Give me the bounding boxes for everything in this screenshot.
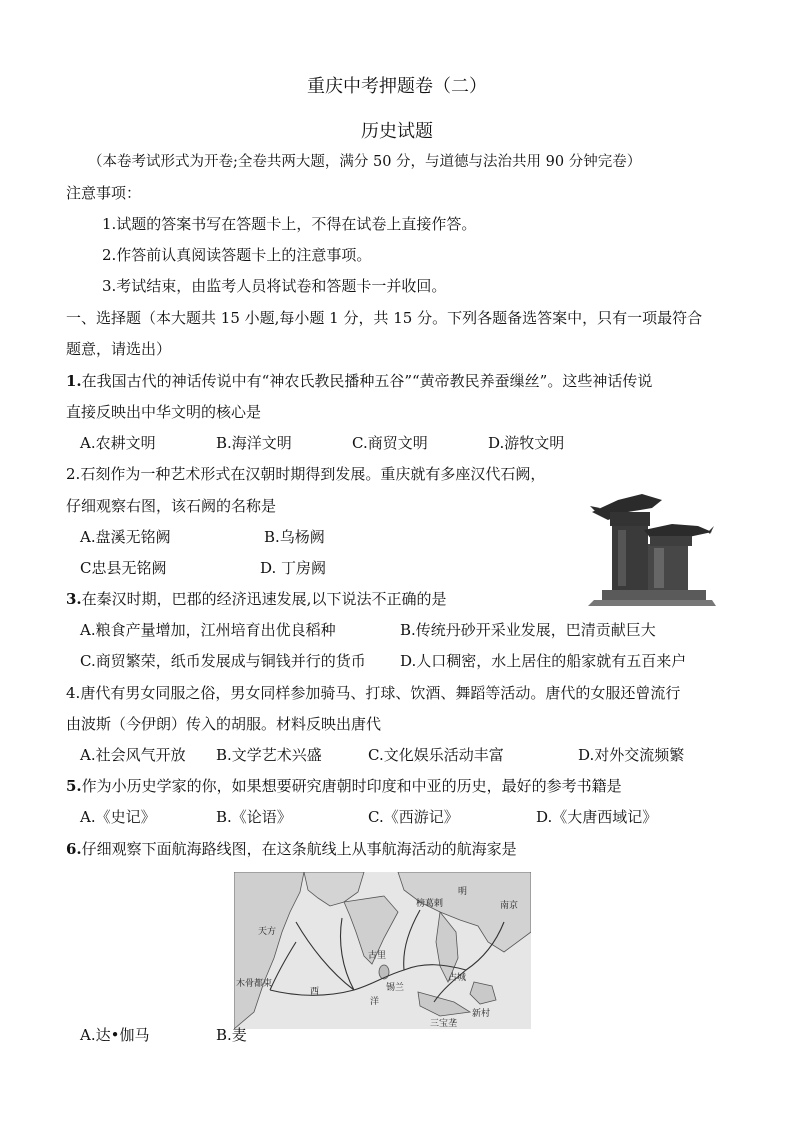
map-label-xilan: 锡兰 [386,983,405,993]
stone-gate-photo [588,486,716,606]
map-label-xincun: 新村 [472,1009,491,1019]
map-label-mugudushu: 木骨都束 [236,979,273,989]
question-2-line2: 仔细观察右图，该石阙的名称是 [66,497,277,515]
map-label-nanjing: 南京 [500,901,519,911]
question-2-option-c: C忠县无铭阙 [80,559,167,577]
map-label-yang: 洋 [370,997,380,1007]
question-6-text: 仔细观察下面航海路线图，在这条航线上从事航海活动的航海家是 [81,840,517,858]
exam-note: （本卷考试形式为开卷;全卷共两大题，满分 50 分，与道德与法治共用 90 分钟完卷） [88,154,642,170]
question-2-text: 石刻作为一种艺术形式在汉朝时期得到发展。重庆就有多座汉代石阙， [80,465,546,483]
question-2-option-b: B.乌杨阙 [264,528,325,546]
question-1-number: 1. [66,372,82,390]
section-heading-line2: 题意，请选出） [66,340,172,358]
question-3-option-d: D.人口稠密，水上居住的船家就有五百来户 [400,652,687,670]
question-5-line1 [66,776,622,796]
question-1-text: 在我国古代的神话传说中有“神农氏教民播种五谷”“黄帝教民养蚕缫丝”。这些神话传说 [81,372,653,390]
notice-item-2: 2.作答前认真阅读答题卡上的注意事项。 [102,246,372,264]
question-3-number: 3. [66,590,82,608]
question-3-text: 在秦汉时期，巴郡的经济迅速发展,以下说法不正确的是 [81,590,447,608]
question-1-line2: 直接反映出中华文明的核心是 [66,403,262,421]
question-3-option-a: A.粮食产量增加，江州培育出优良稻种 [80,621,336,639]
map-label-sanbaolong: 三宝垄 [430,1019,458,1029]
question-6-line1 [66,839,517,859]
question-4-number: 4. [66,684,81,702]
question-4-option-d: D.对外交流频繁 [578,746,685,764]
notice-item-3: 3.考试结束，由监考人员将试卷和答题卡一并收回。 [102,277,447,295]
question-5-option-a: A.《史记》 [80,808,156,826]
map-label-guli: 古里 [368,951,387,961]
map-label-xi: 西 [310,987,320,997]
question-2-line1 [66,464,545,484]
question-4-option-b: B.文学艺术兴盛 [216,746,322,764]
map-label-banggela: 榜葛剌 [416,899,444,909]
voyage-route-map [234,872,531,1029]
question-5-option-d: D.《大唐西域记》 [536,808,658,826]
question-4-option-a: A.社会风气开放 [80,746,186,764]
question-1-option-a: A.农耕文明 [80,434,156,452]
map-label-tianfang: 天方 [258,927,277,937]
question-4-option-c: C.文化娱乐活动丰富 [368,746,504,764]
map-label-ming: 明 [458,887,468,897]
section-heading-line1: 一、选择题（本大题共 15 小题,每小题 1 分，共 15 分。下列各题备选答案中，只有一项最符合 [66,309,703,327]
notice-item-1: 1.试题的答案书写在答题卡上，不得在试卷上直接作答。 [102,215,477,233]
notice-heading: 注意事项： [66,184,142,202]
question-6-option-a: A.达•伽马 [80,1026,150,1044]
question-3-option-c: C.商贸繁荣，纸币发展成与铜钱并行的货币 [80,652,366,670]
question-4-line1 [66,683,680,703]
question-3-line1 [66,589,446,609]
question-6-option-b: B.麦 [216,1026,247,1044]
map-label-zhancheng: 占城 [448,973,467,983]
question-5-number: 5. [66,777,82,795]
question-5-option-c: C.《西游记》 [368,808,459,826]
question-1-line1 [66,371,652,391]
question-4-text: 唐代有男女同服之俗，男女同样参加骑马、打球、饮酒、舞蹈等活动。唐代的女服还曾流行 [80,684,681,702]
exam-title: 重庆中考押题卷（二） [307,76,487,97]
question-3-option-b: B.传统丹砂开采业发展，巴清贡献巨大 [400,621,656,639]
question-5-option-b: B.《论语》 [216,808,292,826]
exam-subtitle: 历史试题 [361,121,433,142]
question-2-number: 2. [66,465,81,483]
question-6-number: 6. [66,840,82,858]
question-4-line2: 由波斯（今伊朗）传入的胡服。材料反映出唐代 [66,715,382,733]
question-1-option-d: D.游牧文明 [488,434,565,452]
question-2-option-a: A.盘溪无铭阙 [80,528,171,546]
question-5-text: 作为小历史学家的你，如果想要研究唐朝时印度和中亚的历史，最好的参考书籍是 [81,777,622,795]
question-2-option-d: D. 丁房阙 [260,559,327,577]
question-1-option-c: C.商贸文明 [352,434,428,452]
question-1-option-b: B.海洋文明 [216,434,292,452]
